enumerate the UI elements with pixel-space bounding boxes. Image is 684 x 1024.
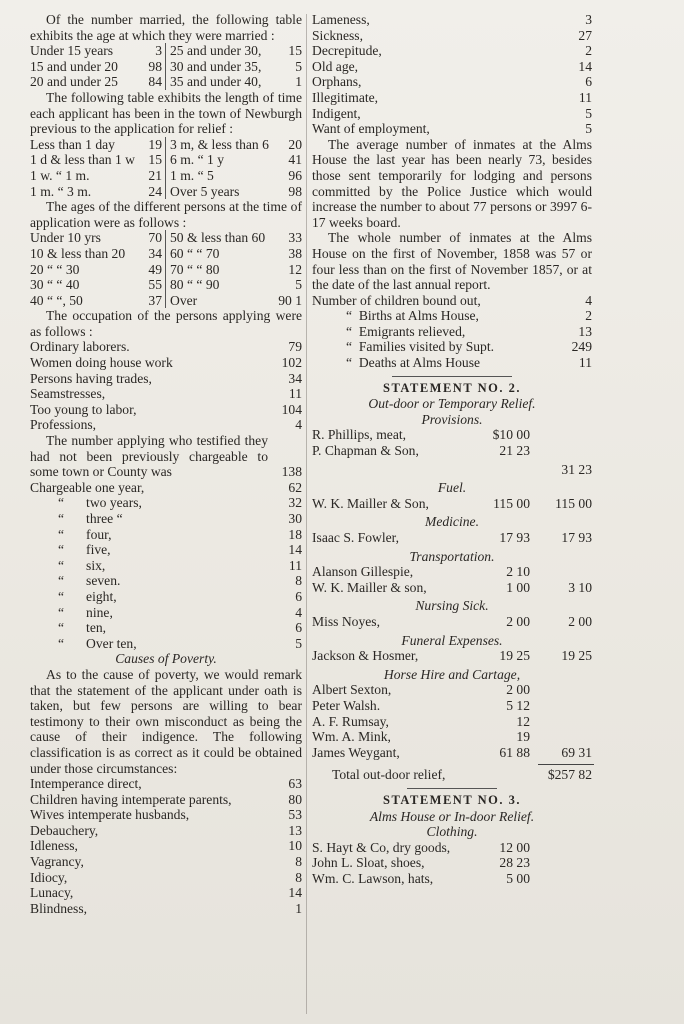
table-row: James Weygant, 61 88 69 31	[312, 744, 592, 760]
table-row: Albert Sexton, 2 00	[312, 682, 530, 698]
table-row: A. F. Rumsay, 12	[312, 713, 530, 729]
table-row: Wm. C. Lawson, hats, 5 00	[312, 870, 530, 886]
list-item: “ Emigrants relieved, 13	[346, 323, 592, 339]
chargeable-intro: The number applying who testified they had not been previously chargeable to some town or County was 138	[30, 433, 302, 480]
table-row: Under 10 yrs 70 50 & less than 60 33	[30, 230, 302, 246]
section-title: Fuel.	[437, 480, 467, 496]
married-table	[30, 43, 302, 90]
section-title: Horse Hire and Cartage,	[383, 666, 521, 682]
table-row: Wm. A. Mink, 19	[312, 729, 530, 745]
list-item: Decrepitude, 2	[312, 43, 592, 59]
section-title: Medicine.	[425, 514, 479, 530]
statement-3-heading: STATEMENT NO. 3.	[383, 792, 521, 807]
section-divider	[392, 376, 512, 377]
list-item: “ ten, 6	[58, 620, 302, 636]
table-row: W. K. Mailler & son, 1 00 3 10	[312, 579, 592, 595]
table-row: Alanson Gillespie, 2 10	[312, 564, 530, 580]
occupation-intro: The occupation of the persons applying were as follows :	[30, 308, 302, 339]
right-column	[312, 12, 592, 886]
list-item: “ eight, 6	[58, 588, 302, 604]
table-row: P. Chapman & Son, 21 23	[312, 443, 530, 459]
occupation-list	[30, 339, 302, 433]
whole-inmates-text: The whole number of inmates at the Alms House on the first of November, 1858 was 57 or four less than on the first of November 1857, or at the date of the last annual report.	[312, 230, 592, 293]
table-row: 31 23	[561, 461, 592, 477]
list-item: Chargeable one year, 62	[30, 479, 302, 495]
table-row: 20 “ “ 30 49 70 “ “ 80 12	[30, 261, 302, 277]
column-divider	[306, 14, 307, 1014]
length-intro: The following table exhibits the length of time each applicant has been in the town of Newburgh previous to the application for relief :	[30, 89, 302, 137]
table-row: Isaac S. Fowler, 17 93 17 93	[312, 530, 592, 545]
section-title: Clothing.	[426, 824, 478, 840]
list-item: Indigent, 5	[312, 105, 592, 121]
list-item: Professions, 4	[30, 417, 302, 433]
list-item: Idiocy, 8	[30, 869, 302, 885]
list-item: Wives intemperate husbands, 53	[30, 807, 302, 823]
table-row: Less than 1 day 19 3 m, & less than 6 20	[30, 136, 302, 152]
chargeable-value: 138	[281, 464, 302, 480]
list-item: “ four, 18	[58, 526, 302, 542]
statement-2-heading: STATEMENT NO. 2.	[383, 380, 521, 395]
list-item: “ five, 14	[58, 542, 302, 558]
section-title: Nursing Sick.	[415, 598, 489, 614]
list-item: Idleness, 10	[30, 838, 302, 854]
section-title: Provisions.	[421, 411, 483, 427]
children-list	[312, 293, 592, 371]
list-item: “ Over ten, 5	[58, 635, 302, 651]
section-title: Funeral Expenses.	[401, 632, 503, 648]
list-item: Intemperance direct, 63	[30, 776, 302, 792]
section-title: Transportation.	[409, 548, 495, 564]
table-row: 1 d & less than 1 w 15 6 m. “ 1 y 41	[30, 152, 302, 168]
table-row: 1 w. “ 1 m. 21 1 m. “ 5 96	[30, 167, 302, 183]
list-item: “ nine, 4	[58, 604, 302, 620]
average-inmates-text: The average number of inmates at the Alms House the last year has been nearly 73, besides those sent temporarily for lodging and persons committed by the Police Justice which would increase the number to about 77 persons or 3997 6-17 weeks board.	[312, 136, 592, 230]
list-item: Persons having trades, 34	[30, 370, 302, 386]
list-item: “ three “ 30	[58, 511, 302, 526]
list-item: Lameness, 3	[312, 12, 592, 27]
list-item: Seamstresses, 11	[30, 386, 302, 402]
chargeable-list	[30, 480, 302, 652]
table-row: 10 & less than 20 34 60 “ “ 70 38	[30, 245, 302, 261]
total-row: Total out-door relief, $257 82	[332, 767, 592, 783]
causes-text: As to the cause of poverty, we would remark that the statement of the applicant under oath is taken, but few persons are willing to bear testimony to their own misconduct as being the cause of their indigence. The following classification is as correct as it could be obtained under those circumstances:	[30, 666, 302, 776]
list-item: “ Deaths at Alms House 11	[346, 355, 592, 371]
list-item: Want of employment, 5	[312, 121, 592, 137]
list-item: “ seven. 8	[58, 573, 302, 589]
table-row: 30 “ “ 40 55 80 “ “ 90 5	[30, 277, 302, 293]
table-row: John L. Sloat, shoes, 28 23	[312, 855, 530, 871]
table-row: Under 15 years 3 25 and under 30, 15	[30, 43, 302, 59]
length-table	[30, 137, 302, 199]
list-item: Ordinary laborers. 79	[30, 339, 302, 355]
table-row: 40 “ “, 50 37 Over 90 1	[30, 292, 302, 308]
list-item: Blindness, 1	[30, 900, 302, 916]
list-item: “ Births at Alms House, 2	[346, 308, 592, 324]
causes-heading: Causes of Poverty.	[115, 651, 217, 667]
list-item: Debauchery, 13	[30, 822, 302, 838]
table-row: S. Hayt & Co, dry goods, 12 00	[312, 839, 530, 855]
statement-2-subtitle: Out-door or Temporary Relief.	[368, 396, 536, 412]
table-row: 15 and under 20 98 30 and under 35, 5	[30, 58, 302, 74]
list-item: Illegitimate, 11	[312, 89, 592, 105]
causes-continued-list	[312, 12, 592, 137]
ages-intro: The ages of the different persons at the time of application were as follows :	[30, 199, 302, 230]
ages-table	[30, 230, 302, 308]
list-item: Women doing house work 102	[30, 355, 302, 371]
statement-2	[312, 381, 592, 783]
list-item: Vagrancy, 8	[30, 854, 302, 870]
list-item: Old age, 14	[312, 58, 592, 74]
table-row: Miss Noyes, 2 00 2 00	[312, 613, 592, 629]
list-item: Lunacy, 14	[30, 885, 302, 901]
section-divider	[407, 788, 497, 789]
list-item: “ Families visited by Supt. 249	[346, 339, 592, 355]
table-row: 20 and under 25 84 35 and under 40, 1	[30, 74, 302, 90]
causes-list	[30, 776, 302, 916]
table-row: Jackson & Hosmer, 19 25 19 25	[312, 648, 592, 664]
list-item: Too young to labor, 104	[30, 401, 302, 417]
statement-3	[312, 793, 592, 887]
table-row: 1 m. “ 3 m. 24 Over 5 years 98	[30, 183, 302, 199]
table-row: Peter Walsh. 5 12	[312, 697, 530, 713]
list-item: Sickness, 27	[312, 27, 592, 43]
table-row: W. K. Mailler & Son, 115 00 115 00	[312, 495, 592, 511]
married-intro: Of the number married, the following table exhibits the age at which they were married :	[30, 12, 302, 43]
list-item: Number of children bound out, 4	[312, 292, 592, 308]
total-rule	[538, 764, 594, 765]
list-item: “ two years, 32	[58, 495, 302, 511]
list-item: Orphans, 6	[312, 74, 592, 90]
list-item: Children having intemperate parents, 80	[30, 791, 302, 807]
left-column	[30, 12, 302, 916]
table-row: R. Phillips, meat, $10 00	[312, 427, 530, 443]
list-item: “ six, 11	[58, 557, 302, 573]
statement-3-subtitle: Alms House or In-door Relief.	[369, 808, 535, 824]
